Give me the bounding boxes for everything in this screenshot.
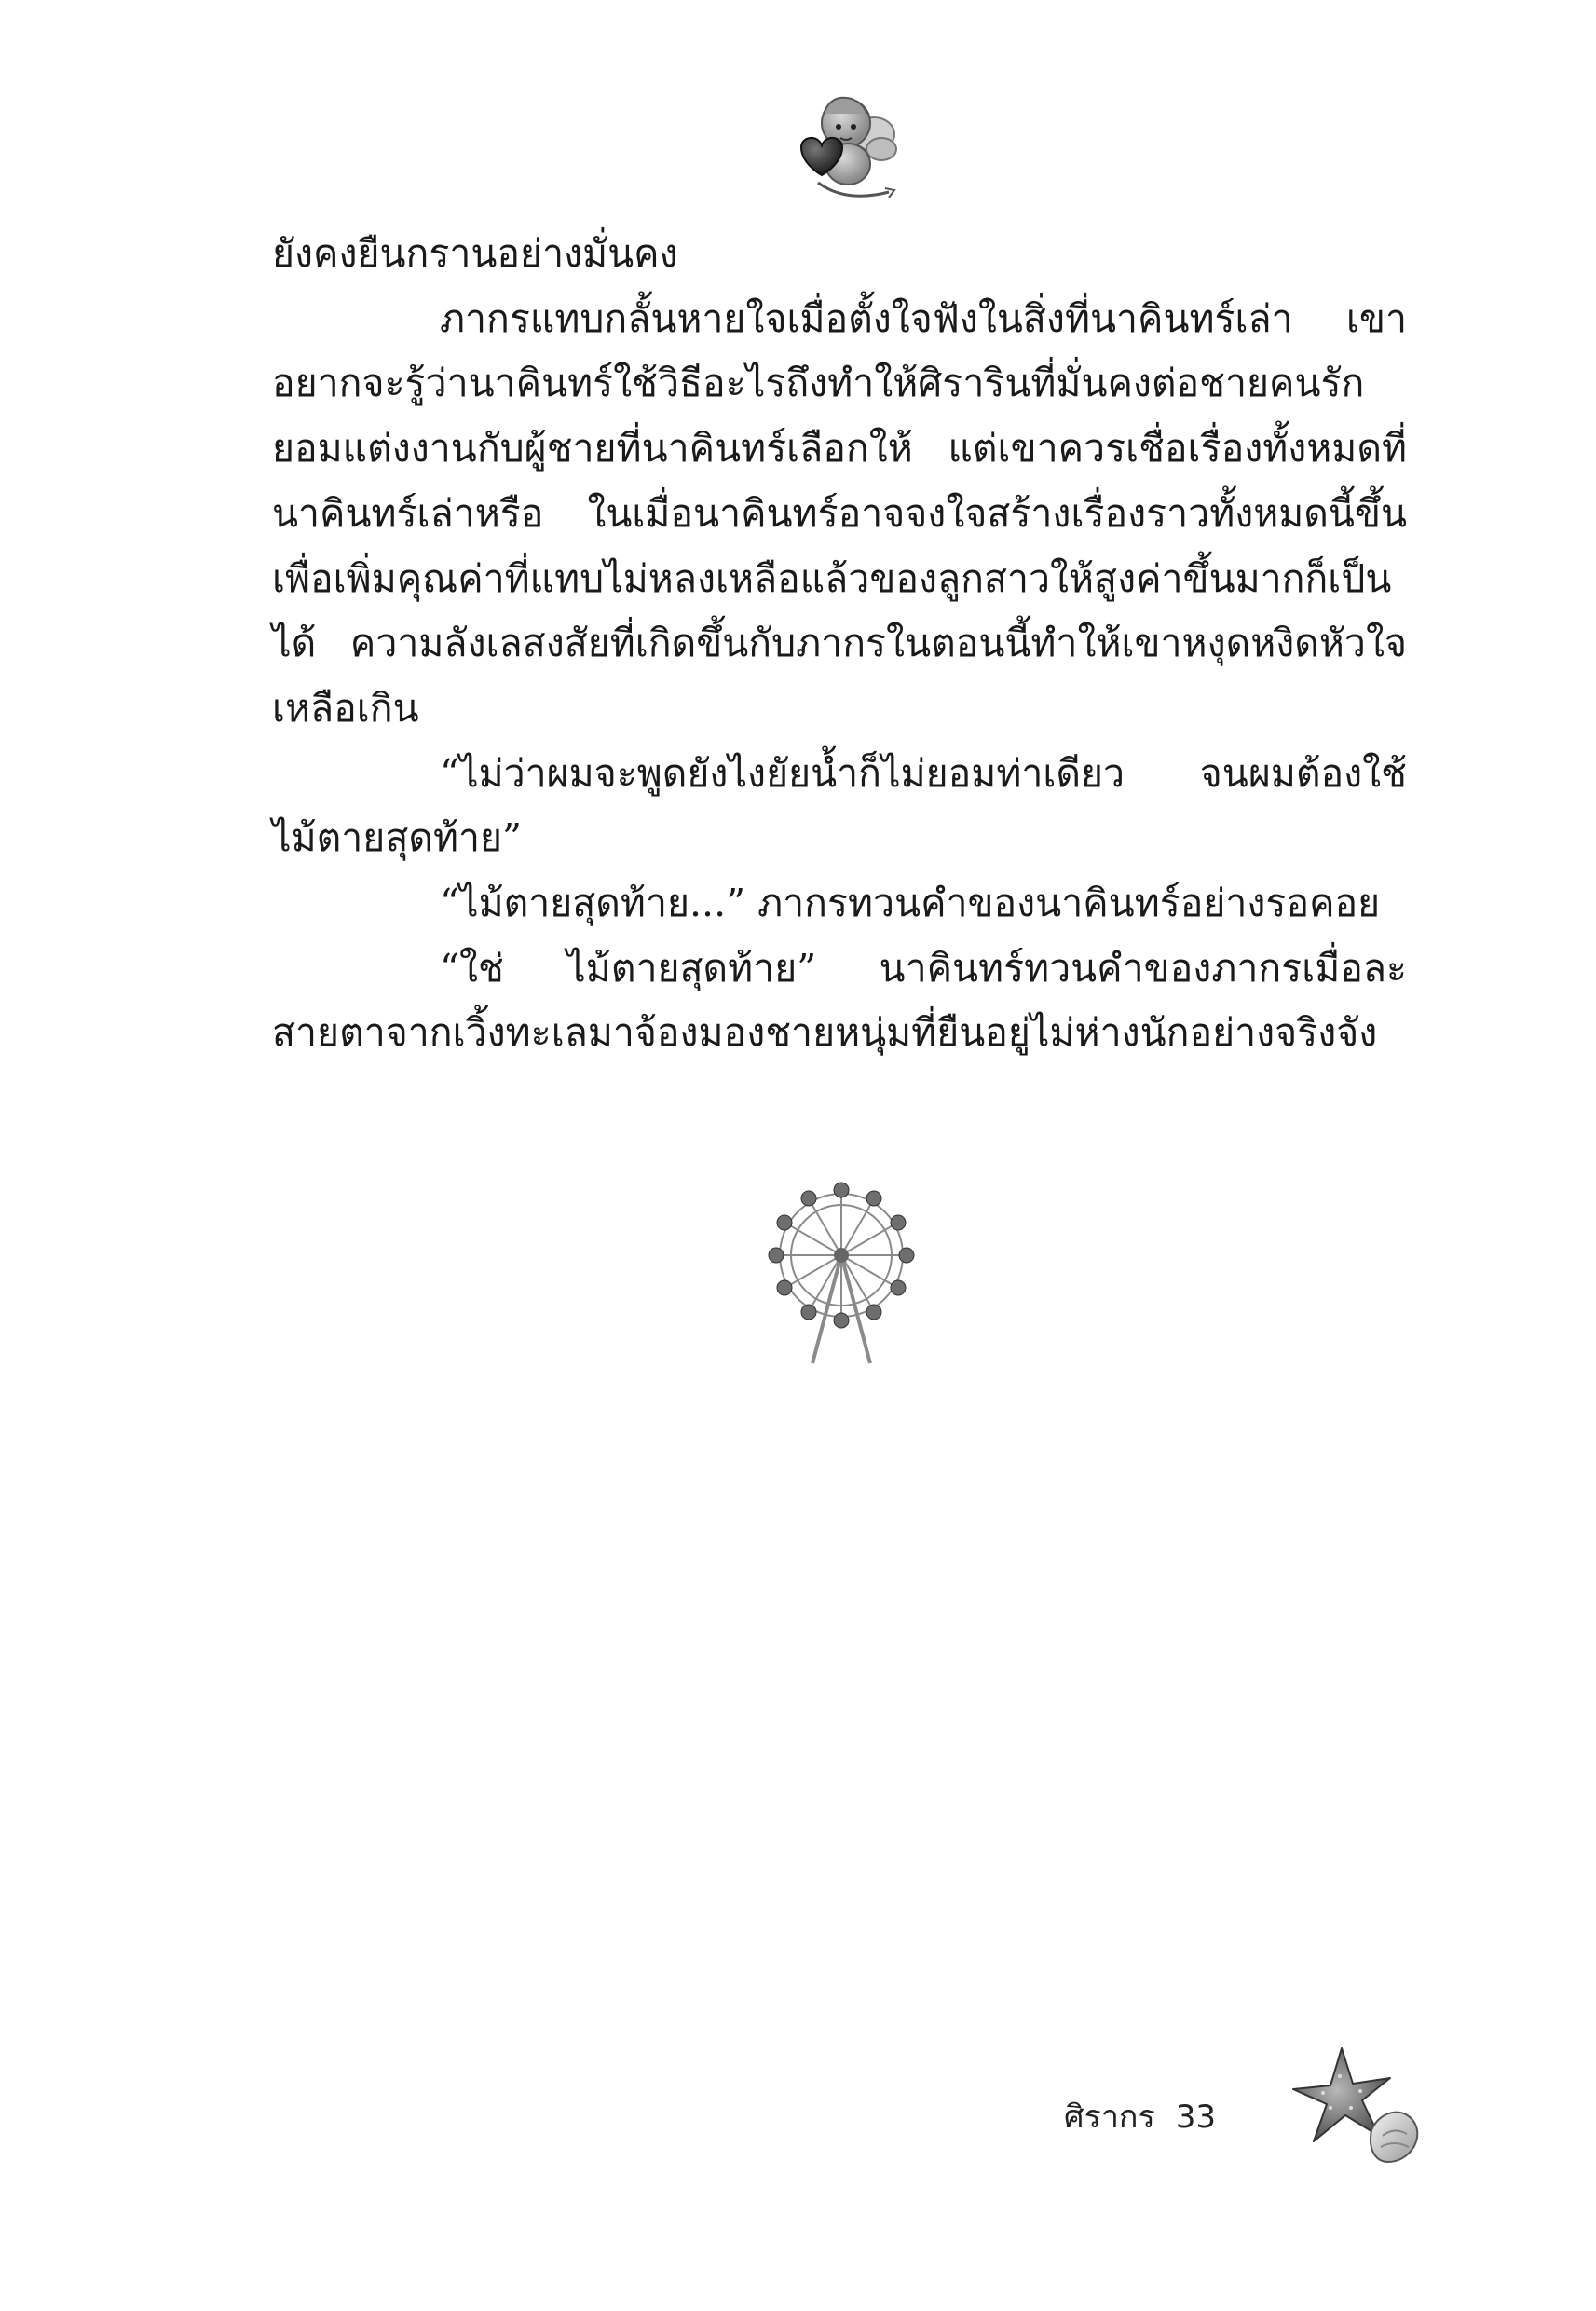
paragraph-dialogue: “ไม้ตายสุดท้าย...” ภากรทวนคำของนาคินทร์อย่างรอคอย — [440, 881, 1381, 926]
paragraph-dialogue: “ไม่ว่าผมจะพูดยังไงยัยน้ำก็ไม่ยอมท่าเดียว จนผมต้องใช้ไม้ตายสุดท้าย” — [272, 750, 1407, 861]
story-text — [272, 222, 1407, 1066]
paragraph: ภากรแทบกลั้นหายใจเมื่อตั้งใจฟังในสิ่งที่นาคินทร์เล่า เขาอยากจะรู้ว่านาคินทร์ใช้วิธีอะไรถึงทำให้ศิรารินที่มั่นคงต่อชายคนรักยอมแต่งงานกับผู้ชายที่นาคินทร์เลือกให้ แต่เขาควรเชื่อเรื่องทั้งหมดที่นาคินทร์เล่าหรือ ในเมื่อนาคินทร์อาจจงใจสร้างเรื่องราวทั้งหมดนี้ขึ้นเพื่อเพิ่มคุณค่าที่แทบไม่หลงเหลือแล้วของลูกสาวให้สูงค่าขึ้นมากก็เป็นได้ ความลังเลสงสัยที่เกิดขึ้นกับภากรในตอนนี้ทำให้เขาหงุดหงิดหัวใจเหลือเกิน — [272, 295, 1407, 731]
ferris-wheel-icon — [755, 1179, 928, 1365]
paragraph-continuation: ยังคงยืนกรานอย่างมั่นคง — [272, 231, 678, 276]
page-number: 33 — [1175, 2099, 1217, 2136]
cupid-heart-icon — [781, 89, 902, 205]
starfish-shell-icon — [1286, 2041, 1425, 2171]
book-title: ศิรากร — [1064, 2099, 1155, 2136]
paragraph-dialogue: “ใช่ ไม้ตายสุดท้าย” นาคินทร์ทวนคำของภากรเมื่อละสายตาจากเวิ้งทะเลมาจ้องมองชายหนุ่มที่ยืนอยู่ไม่ห่างนักอย่างจริงจัง — [272, 945, 1407, 1056]
page-footer — [1064, 2091, 1216, 2141]
